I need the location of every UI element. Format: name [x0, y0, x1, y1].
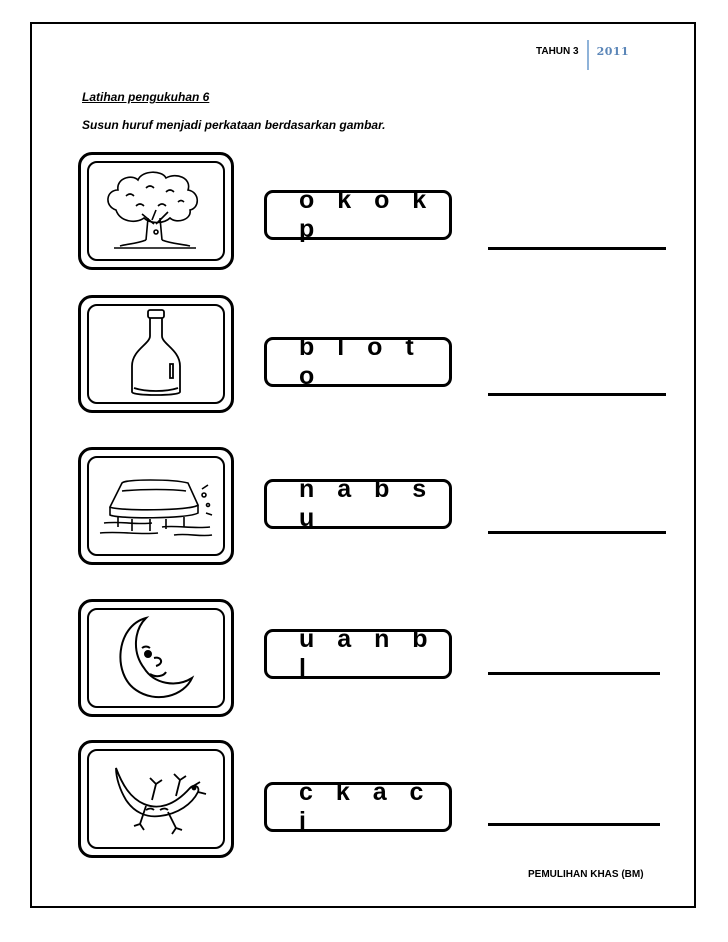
- footer-label: PEMULIHAN KHAS (BM): [528, 869, 644, 880]
- scrambled-word-box: [264, 625, 452, 682]
- tree-icon: [96, 166, 216, 256]
- lizard-picture: [87, 749, 225, 849]
- scrambled-word: n a b s u: [299, 475, 435, 532]
- answer-line[interactable]: [488, 823, 660, 826]
- crescent-moon-icon: [106, 612, 206, 704]
- year-value: 2011: [596, 45, 630, 58]
- bench-icon: [92, 461, 220, 551]
- header-year: [536, 40, 629, 70]
- scrambled-word-box: [264, 333, 452, 390]
- tree-picture: [87, 161, 225, 261]
- exercise-title: Latihan pengukuhan 6: [82, 90, 210, 104]
- scrambled-word-box: [264, 186, 452, 243]
- scrambled-word: b l o t o: [299, 333, 422, 390]
- answer-line[interactable]: [488, 247, 666, 250]
- bench-picture: [87, 456, 225, 556]
- answer-line[interactable]: [488, 393, 666, 396]
- scrambled-word: o k o k p: [299, 186, 435, 243]
- scrambled-word-box: [264, 778, 452, 835]
- bottle-picture: [87, 304, 225, 404]
- picture-frame-lizard: [78, 740, 234, 858]
- picture-frame-tree: [78, 152, 234, 270]
- scrambled-word-box: [264, 475, 452, 532]
- scrambled-word: u a n b l: [299, 625, 436, 682]
- bottle-icon: [116, 306, 196, 402]
- picture-frame-bottle: [78, 295, 234, 413]
- lizard-icon: [96, 754, 216, 844]
- answer-line[interactable]: [488, 531, 666, 534]
- answer-line[interactable]: [488, 672, 660, 675]
- instruction-text: Susun huruf menjadi perkataan berdasarkan gambar.: [82, 118, 386, 132]
- moon-picture: [87, 608, 225, 708]
- year-label: TAHUN 3: [536, 46, 579, 57]
- picture-frame-moon: [78, 599, 234, 717]
- picture-frame-bench: [78, 447, 234, 565]
- scrambled-word: c k a c i: [299, 778, 432, 835]
